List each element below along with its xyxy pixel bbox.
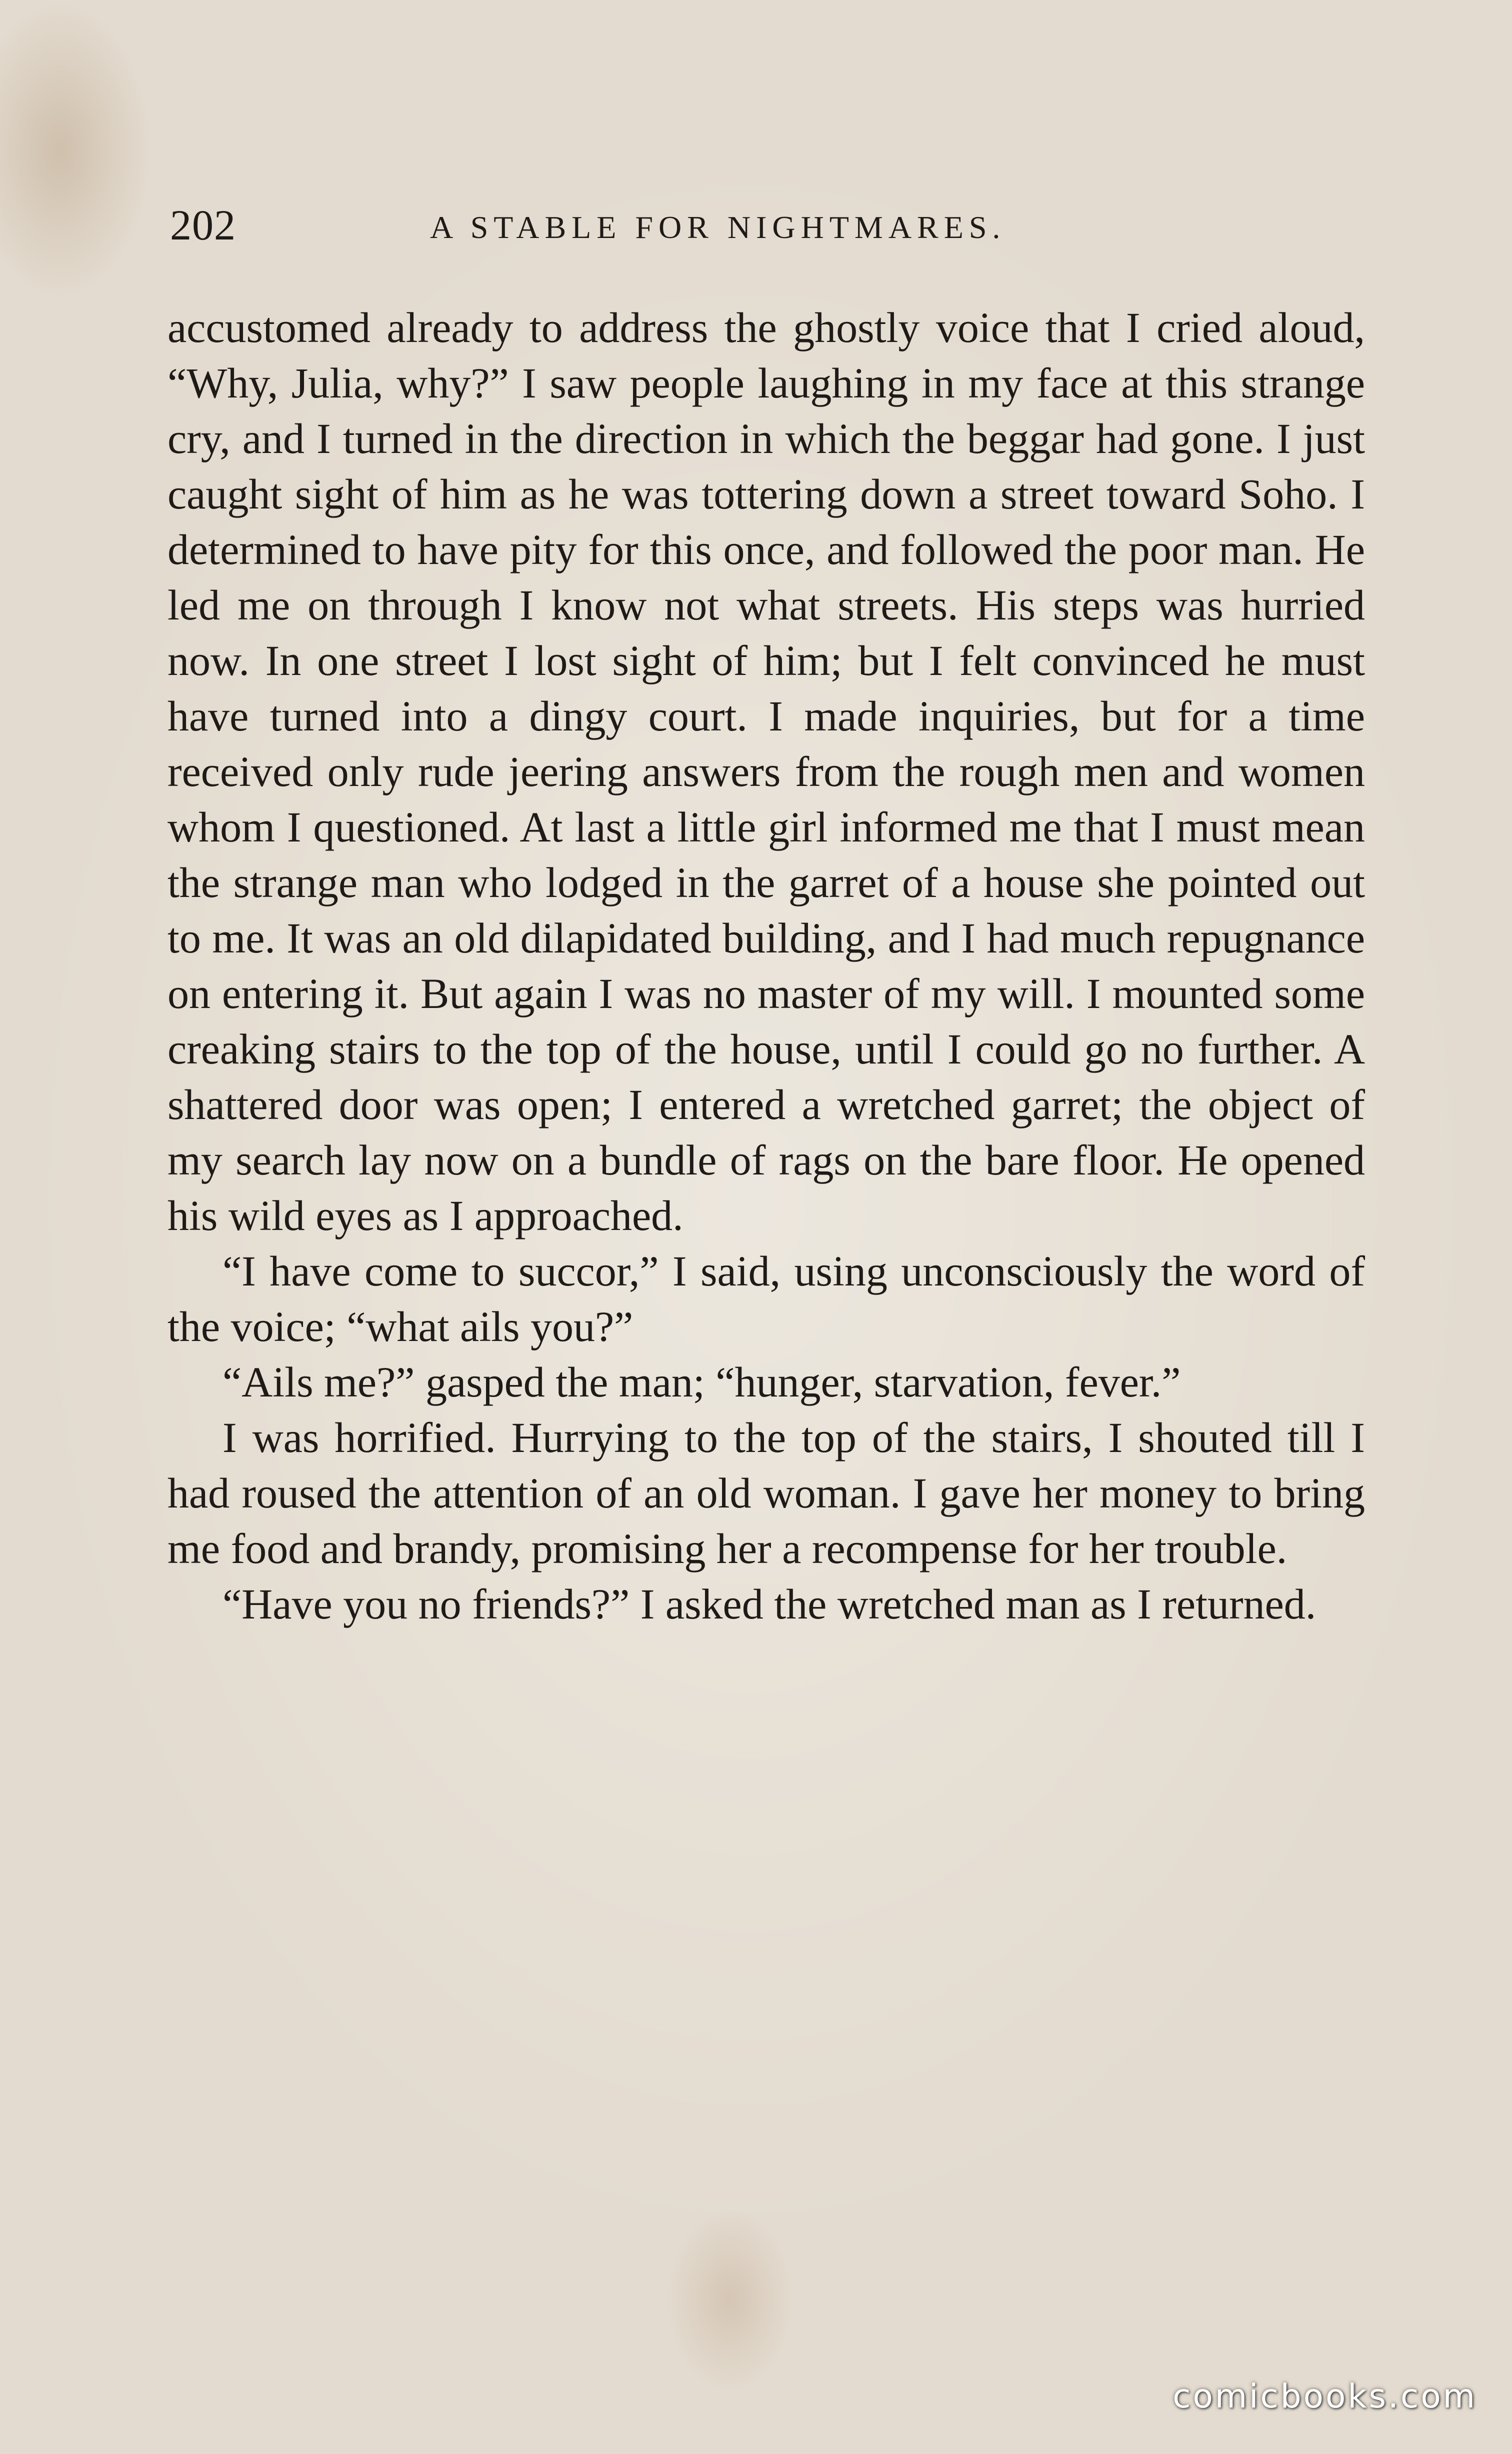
paragraph: “Ails me?” gasped the man; “hunger, starvation, fever.” [222, 1358, 1181, 1406]
watermark: comicbooks.com [1172, 2377, 1477, 2416]
page-number: 202 [170, 201, 236, 249]
running-head: A STABLE FOR NIGHTMARES. [430, 210, 1006, 245]
paragraph: accustomed already to address the ghostly voice that I cried aloud, “Why, Julia, why?” I saw people laughing in my face at this strange cry, and I turned in the direction in which the beggar had gone. I just caught sight of him as he was tottering down a street toward Soho. I determined to have pity for this once, and followed the poor man. He led me on through I know not what streets. His steps was hurried now. In one street I lost sight of him; but I felt convinced he must have turned into a dingy court. I made inquiries, but for a time received only rude jeering answers from the rough men and women whom I questioned. At last a little girl informed me that I must mean the strange man who lodged in the garret of a house she pointed out to me. It was an old dilapidated building, and I had much repugnance on entering it. But again I was no master of my will. I mounted some creaking stairs to the top of the house, until I could go no further. A shattered door was open; I entered a wretched garret; the object of my search lay now on a bundle of rags on the bare floor. He opened his wild eyes as I approached. [168, 304, 1365, 1240]
page-header [170, 198, 1370, 262]
paragraph: I was horrified. Hurrying to the top of the stairs, I shouted till I had roused the attention of an old woman. I gave her money to bring me food and brandy, promising her a recompense for her trouble. [168, 1414, 1365, 1572]
paragraph: “I have come to succor,” I said, using unconsciously the word of the voice; “what ails you?” [168, 1247, 1365, 1350]
body-text [168, 300, 1365, 1632]
paragraph: “Have you no friends?” I asked the wretched man as I returned. [222, 1580, 1316, 1628]
